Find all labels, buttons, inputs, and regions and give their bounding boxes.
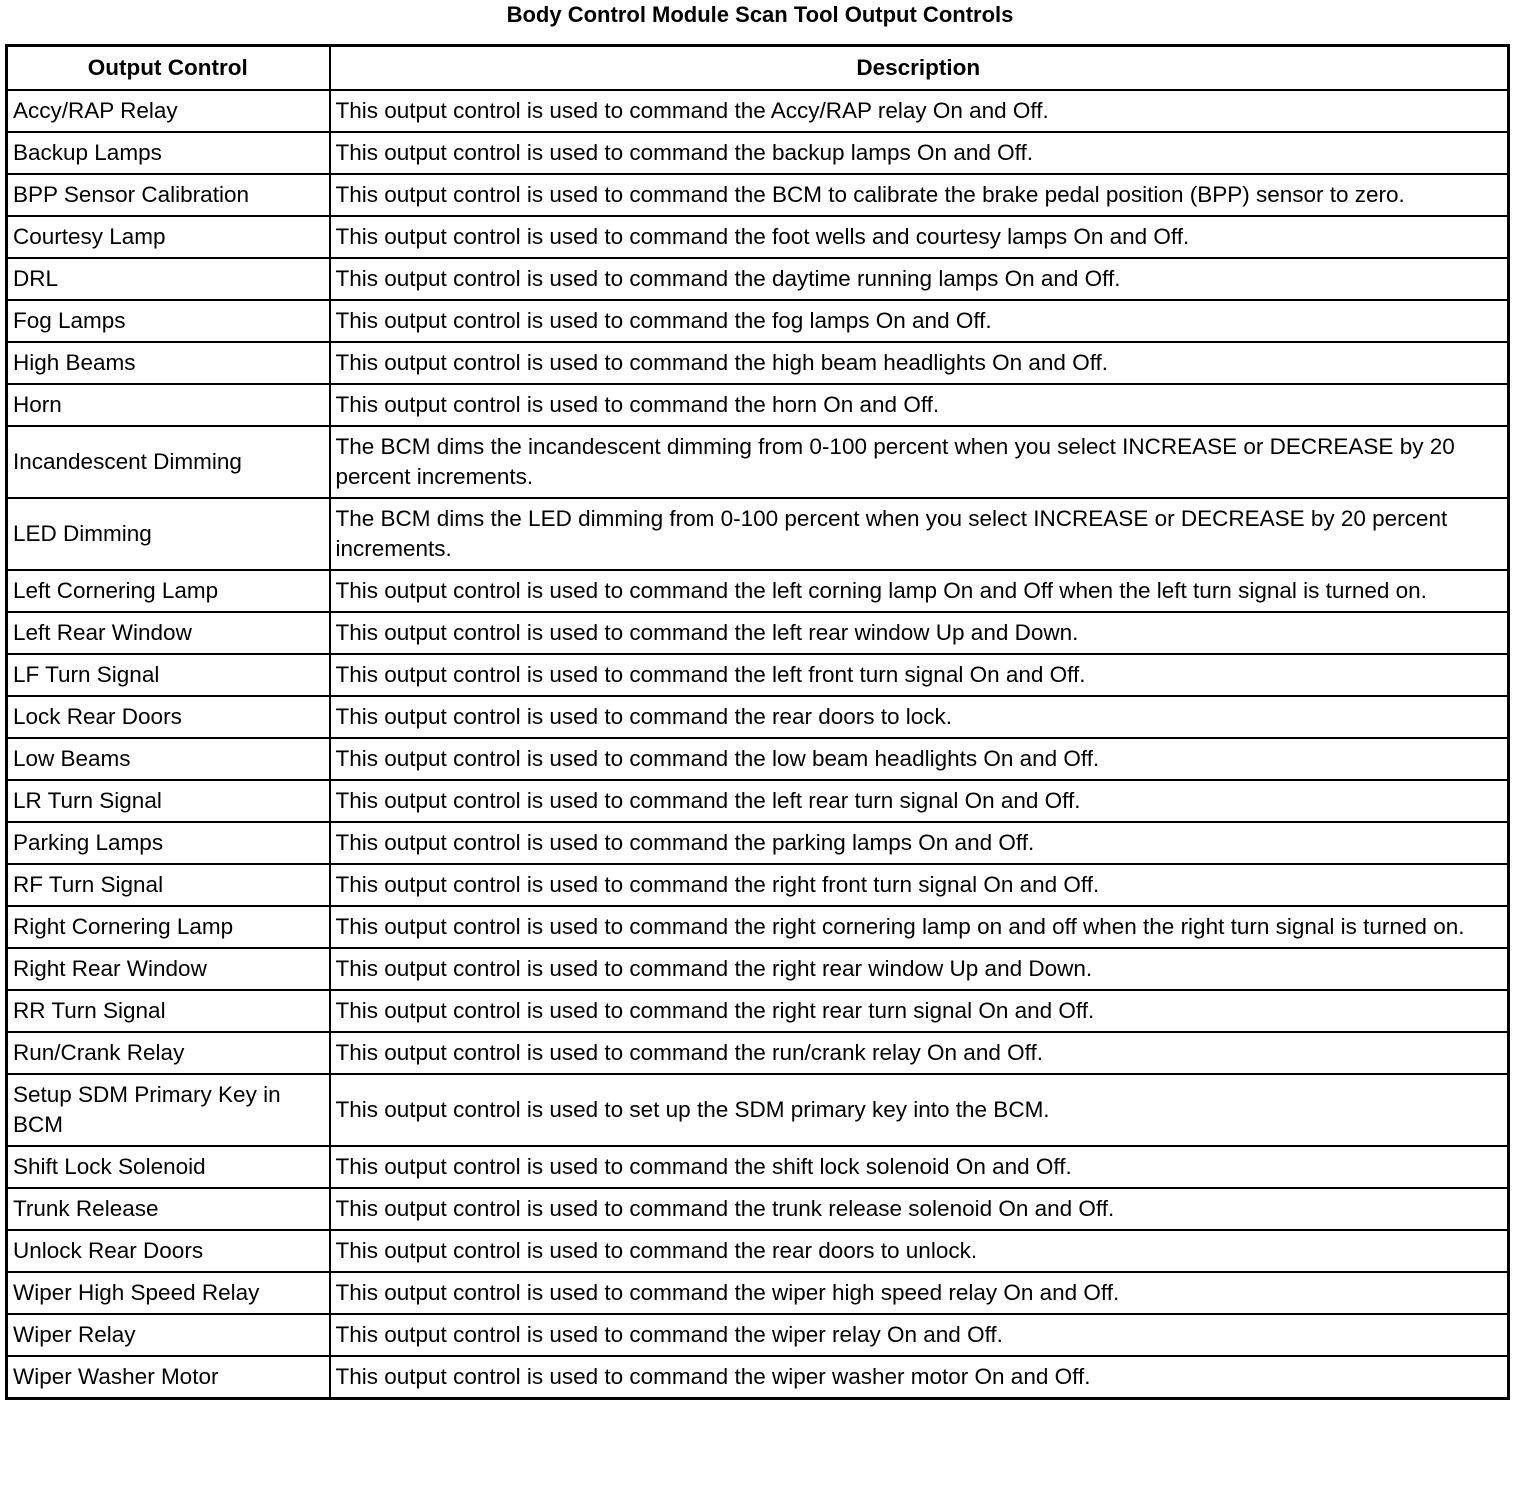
description-cell: This output control is used to command the high beam headlights On and Off. xyxy=(330,342,1509,384)
description-cell: This output control is used to command the right rear window Up and Down. xyxy=(330,948,1509,990)
table-row xyxy=(7,1032,1509,1074)
description-cell: This output control is used to command the left rear window Up and Down. xyxy=(330,612,1509,654)
output-control-cell: Low Beams xyxy=(7,738,330,780)
output-control-cell: Left Rear Window xyxy=(7,612,330,654)
table-row xyxy=(7,738,1509,780)
output-control-cell: Right Cornering Lamp xyxy=(7,906,330,948)
table-row xyxy=(7,612,1509,654)
output-control-cell: Fog Lamps xyxy=(7,300,330,342)
output-control-cell: Right Rear Window xyxy=(7,948,330,990)
table-row xyxy=(7,216,1509,258)
table-row xyxy=(7,1356,1509,1399)
table-row xyxy=(7,906,1509,948)
description-cell: This output control is used to command the shift lock solenoid On and Off. xyxy=(330,1146,1509,1188)
description-cell: This output control is used to command the wiper high speed relay On and Off. xyxy=(330,1272,1509,1314)
description-cell: This output control is used to command the right front turn signal On and Off. xyxy=(330,864,1509,906)
output-control-cell: Wiper Relay xyxy=(7,1314,330,1356)
table-row xyxy=(7,1272,1509,1314)
column-header-description: Description xyxy=(330,46,1509,91)
output-control-cell: LR Turn Signal xyxy=(7,780,330,822)
table-row xyxy=(7,948,1509,990)
description-cell: This output control is used to command the rear doors to unlock. xyxy=(330,1230,1509,1272)
output-control-cell: Lock Rear Doors xyxy=(7,696,330,738)
description-cell: This output control is used to command the left front turn signal On and Off. xyxy=(330,654,1509,696)
output-control-cell: LED Dimming xyxy=(7,498,330,570)
description-cell: This output control is used to command the parking lamps On and Off. xyxy=(330,822,1509,864)
page-title: Body Control Module Scan Tool Output Controls xyxy=(506,2,1014,27)
output-control-cell: Shift Lock Solenoid xyxy=(7,1146,330,1188)
output-control-cell: RF Turn Signal xyxy=(7,864,330,906)
table-row xyxy=(7,498,1509,570)
output-controls-table xyxy=(5,44,1510,1400)
output-control-cell: Setup SDM Primary Key in BCM xyxy=(7,1074,330,1146)
table-body xyxy=(7,90,1509,1399)
description-cell: This output control is used to command the run/crank relay On and Off. xyxy=(330,1032,1509,1074)
output-control-cell: Horn xyxy=(7,384,330,426)
table-row xyxy=(7,696,1509,738)
output-control-cell: RR Turn Signal xyxy=(7,990,330,1032)
table-row xyxy=(7,90,1509,132)
output-control-cell: Accy/RAP Relay xyxy=(7,90,330,132)
description-cell: This output control is used to command the right cornering lamp on and off when the right turn signal is turned on. xyxy=(330,906,1509,948)
output-control-cell: DRL xyxy=(7,258,330,300)
table-row xyxy=(7,342,1509,384)
description-cell: This output control is used to command the left corning lamp On and Off when the left turn signal is turned on. xyxy=(330,570,1509,612)
description-cell: This output control is used to command the Accy/RAP relay On and Off. xyxy=(330,90,1509,132)
table-row xyxy=(7,300,1509,342)
table-row xyxy=(7,258,1509,300)
output-control-cell: Left Cornering Lamp xyxy=(7,570,330,612)
table-row xyxy=(7,654,1509,696)
description-cell: This output control is used to command the daytime running lamps On and Off. xyxy=(330,258,1509,300)
output-control-cell: Wiper High Speed Relay xyxy=(7,1272,330,1314)
table-row xyxy=(7,864,1509,906)
table-row xyxy=(7,1074,1509,1146)
output-control-cell: Courtesy Lamp xyxy=(7,216,330,258)
table-row xyxy=(7,780,1509,822)
description-cell: This output control is used to command the foot wells and courtesy lamps On and Off. xyxy=(330,216,1509,258)
table-row xyxy=(7,384,1509,426)
table-row xyxy=(7,990,1509,1032)
table-row xyxy=(7,132,1509,174)
description-cell: This output control is used to command the rear doors to lock. xyxy=(330,696,1509,738)
table-header-row xyxy=(7,46,1509,91)
description-cell: This output control is used to command the BCM to calibrate the brake pedal position (BPP) sensor to zero. xyxy=(330,174,1509,216)
description-cell: This output control is used to command the low beam headlights On and Off. xyxy=(330,738,1509,780)
description-cell: This output control is used to command the fog lamps On and Off. xyxy=(330,300,1509,342)
output-control-cell: High Beams xyxy=(7,342,330,384)
table-row xyxy=(7,1314,1509,1356)
description-cell: This output control is used to command the left rear turn signal On and Off. xyxy=(330,780,1509,822)
table-row xyxy=(7,570,1509,612)
description-cell: This output control is used to command the wiper relay On and Off. xyxy=(330,1314,1509,1356)
table-row xyxy=(7,1146,1509,1188)
table-row xyxy=(7,1188,1509,1230)
output-control-cell: LF Turn Signal xyxy=(7,654,330,696)
description-cell: The BCM dims the incandescent dimming from 0-100 percent when you select INCREASE or DECREASE by 20 percent increments. xyxy=(330,426,1509,498)
output-control-cell: Wiper Washer Motor xyxy=(7,1356,330,1399)
description-cell: This output control is used to command the right rear turn signal On and Off. xyxy=(330,990,1509,1032)
table-row xyxy=(7,1230,1509,1272)
description-cell: This output control is used to command the trunk release solenoid On and Off. xyxy=(330,1188,1509,1230)
output-control-cell: Unlock Rear Doors xyxy=(7,1230,330,1272)
description-cell: This output control is used to command the wiper washer motor On and Off. xyxy=(330,1356,1509,1399)
table-row xyxy=(7,822,1509,864)
table-row xyxy=(7,174,1509,216)
output-control-cell: Parking Lamps xyxy=(7,822,330,864)
output-control-cell: Trunk Release xyxy=(7,1188,330,1230)
description-cell: This output control is used to command the backup lamps On and Off. xyxy=(330,132,1509,174)
description-cell: This output control is used to command the horn On and Off. xyxy=(330,384,1509,426)
output-control-cell: Incandescent Dimming xyxy=(7,426,330,498)
output-control-cell: Run/Crank Relay xyxy=(7,1032,330,1074)
output-control-cell: BPP Sensor Calibration xyxy=(7,174,330,216)
table-row xyxy=(7,426,1509,498)
column-header-output-control: Output Control xyxy=(7,46,330,91)
output-control-cell: Backup Lamps xyxy=(7,132,330,174)
description-cell: The BCM dims the LED dimming from 0-100 percent when you select INCREASE or DECREASE by 20 percent increments. xyxy=(330,498,1509,570)
description-cell: This output control is used to set up the SDM primary key into the BCM. xyxy=(330,1074,1509,1146)
